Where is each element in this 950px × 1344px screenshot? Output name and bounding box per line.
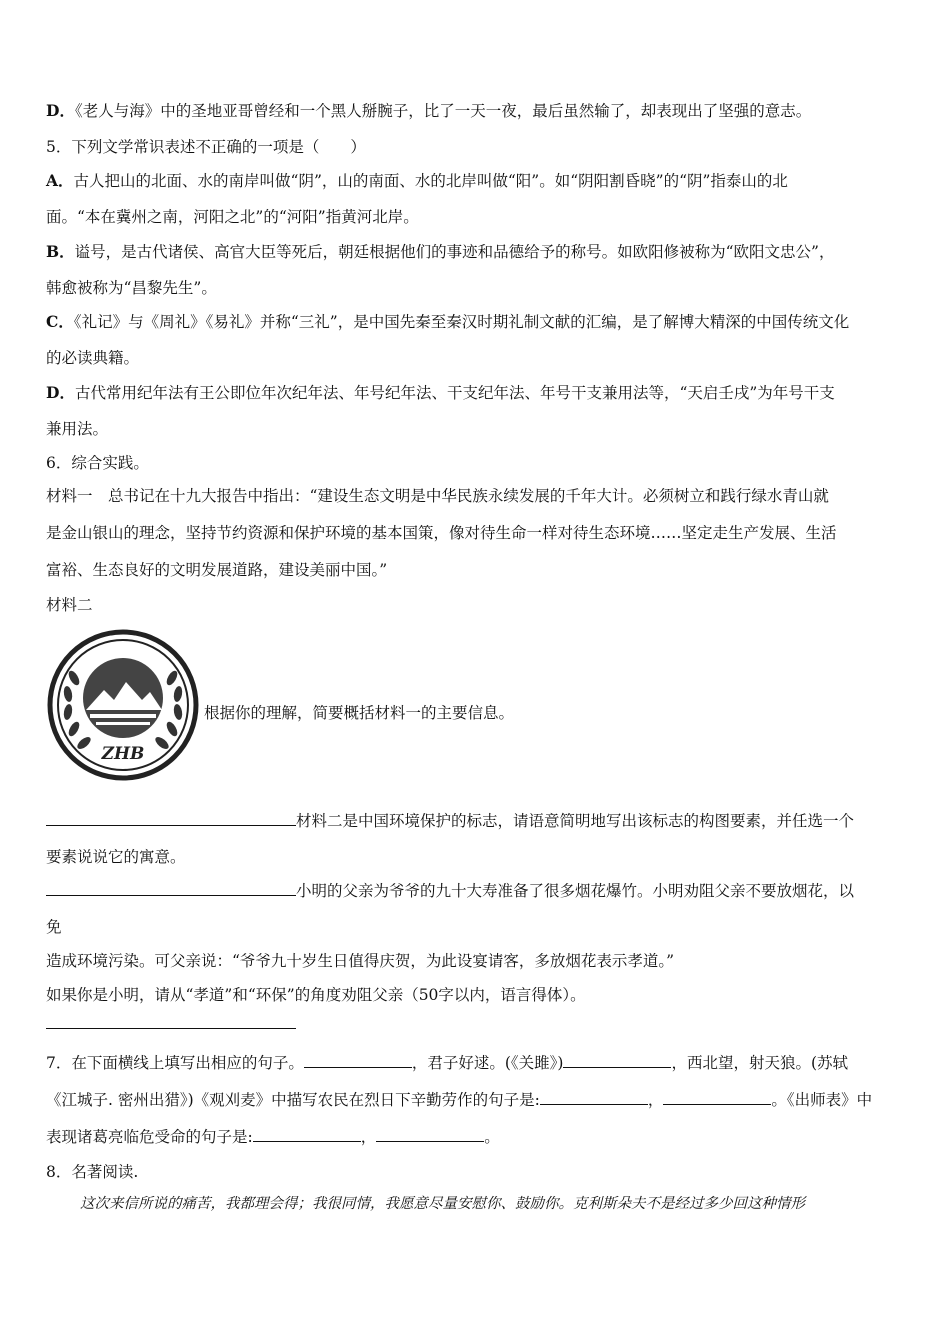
logo-text: ZHB: [101, 744, 145, 764]
q7-text: ，: [647, 1091, 664, 1109]
q7-text: 。: [484, 1128, 500, 1146]
q6-question-3-cont: 免: [46, 918, 62, 936]
q7-text: 7．在下面横线上填写出相应的句子。: [46, 1054, 304, 1072]
option-label: B．: [46, 242, 75, 261]
option-text: 古代常用纪年法有王公即位年次纪年法、年号纪年法、干支纪年法、年号干支兼用法等，“天启壬戌”为年号干支: [74, 384, 835, 402]
answer-blank[interactable]: [46, 879, 296, 896]
answer-blank[interactable]: [376, 1125, 484, 1142]
q7-text: ，君子好逑。(《关雎》): [411, 1054, 564, 1072]
q6-stem: 6．综合实践。: [46, 454, 149, 472]
option-label: D．: [46, 383, 75, 402]
option-text: 古人把山的北面、水的南岸叫做“阴”，山的南面、水的北岸叫做“阳”。如“阴阳割昏晓”的“阴”指泰山的北: [73, 172, 788, 190]
q7-line: [46, 1125, 500, 1148]
q5-option-d-cont: 兼用法。: [46, 420, 109, 438]
q5-option-a-cont: 面。“本在冀州之南，河阳之北”的“河阳”指黄河北岸。: [46, 208, 419, 226]
q7-line: [46, 1051, 848, 1074]
option-label: A．: [46, 171, 74, 190]
q7-text: 《江城子. 密州出猎》)《观刈麦》中描写农民在烈日下辛勤劳作的句子是:: [46, 1091, 540, 1109]
q5-option-b-cont: 韩愈被称为“昌黎先生”。: [46, 279, 217, 297]
material-one-line: 富裕、生态良好的文明发展道路，建设美丽中国。”: [46, 561, 388, 579]
q5-stem: 5．下列文学常识表述不正确的一项是（ ）: [46, 138, 366, 156]
q5-option-a: [46, 170, 788, 192]
q5-option-c: [46, 311, 849, 333]
option-text: 谥号，是古代诸侯、高官大臣等死后，朝廷根据他们的事迹和品德给予的称号。如欧阳修被称为“欧阳文忠公”，: [74, 243, 835, 261]
q7-text: ，: [360, 1128, 377, 1146]
option-label: D．: [46, 101, 75, 120]
q7-line: [46, 1088, 872, 1111]
q6-question-3-cont: 造成环境污染。可父亲说：“爷爷九十岁生日值得庆贺，为此设宴请客，多放烟花表示孝道。”: [46, 952, 675, 970]
answer-blank[interactable]: [663, 1088, 771, 1105]
q8-passage: 这次来信所说的痛苦，我都理会得；我很同情，我愿意尽量安慰你、鼓励你。克利斯朵夫不是经过多少回这种情形: [80, 1196, 805, 1212]
q6-question-3-cont: 如果你是小明，请从“孝道”和“环保”的角度劝阻父亲（50字以内，语言得体）。: [46, 986, 586, 1004]
material-two-label: 材料二: [46, 596, 93, 614]
answer-blank[interactable]: [304, 1051, 412, 1068]
q4-option-d: [46, 100, 811, 122]
environment-protection-logo: [46, 628, 200, 782]
answer-blank[interactable]: [540, 1088, 648, 1105]
q7-text: ，西北望，射天狼。(苏轼: [671, 1054, 849, 1072]
q5-option-c-cont: 的必读典籍。: [46, 349, 140, 367]
q7-text: 。《出师表》中: [771, 1091, 873, 1109]
answer-blank[interactable]: [46, 1012, 296, 1029]
q6-question-2: [46, 809, 854, 832]
answer-blank[interactable]: [46, 809, 296, 826]
q7-text: 表现诸葛亮临危受命的句子是:: [46, 1128, 253, 1146]
q8-stem: 8．名著阅读.: [46, 1163, 139, 1181]
option-label: C．: [46, 312, 74, 331]
answer-blank[interactable]: [253, 1125, 361, 1142]
q5-option-d: [46, 382, 835, 404]
q6-question-3: [46, 879, 854, 902]
q6-question-2-cont: 要素说说它的寓意。: [46, 848, 186, 866]
material-one-line: 材料一 总书记在十九大报告中指出：“建设生态文明是中华民族永续发展的千年大计。必须树立和践行绿水青山就: [46, 487, 829, 505]
q6-question-1: 根据你的理解，简要概括材料一的主要信息。: [204, 704, 515, 722]
material-one-line: 是金山银山的理念，坚持节约资源和保护环境的基本国策，像对待生命一样对待生态环境……坚定走生产发展、生活: [46, 524, 837, 542]
q6-answer-line[interactable]: [46, 1012, 296, 1035]
q5-option-b: [46, 241, 834, 263]
question-text: 小明的父亲为爷爷的九十大寿准备了很多烟花爆竹。小明劝阻父亲不要放烟花，以: [296, 882, 855, 900]
option-text: 《礼记》与《周礼》《易礼》并称“三礼”，是中国先秦至秦汉时期礼制文献的汇编，是了解博大精深的中国传统文化: [73, 313, 850, 331]
answer-blank[interactable]: [563, 1051, 671, 1068]
question-text: 材料二是中国环境保护的标志，请语意简明地写出该标志的构图要素，并任选一个: [296, 812, 855, 830]
option-text: 《老人与海》中的圣地亚哥曾经和一个黑人掰腕子，比了一天一夜，最后虽然输了，却表现出了坚强的意志。: [74, 102, 812, 120]
